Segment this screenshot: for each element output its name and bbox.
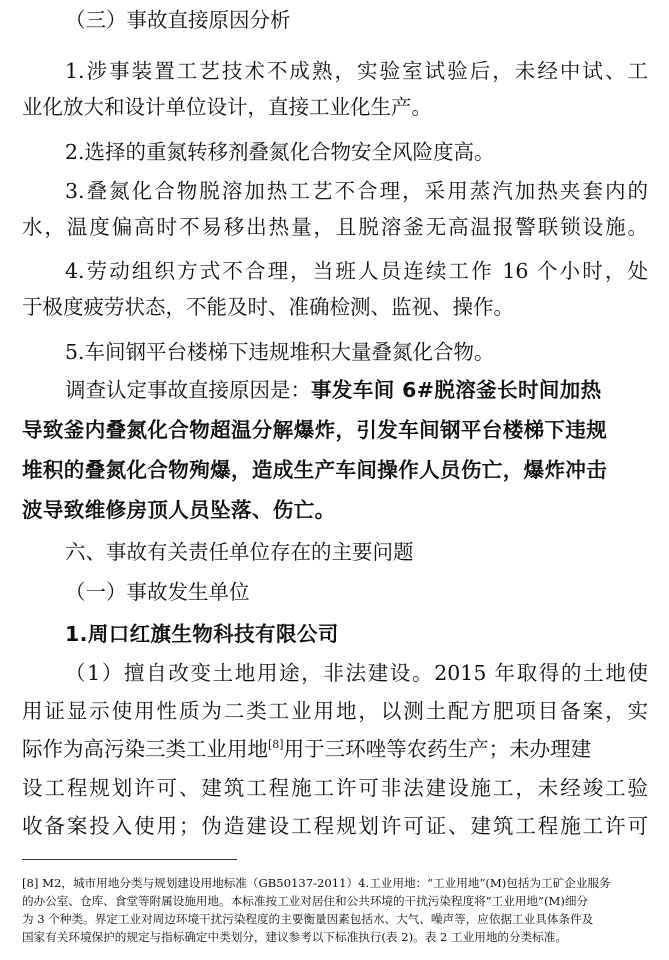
item1-line-4: 设工程规划许可、建筑工程施工许可非法建设施工，未经竣工验	[22, 776, 648, 800]
cause-4-line-1: 4.劳动组织方式不合理，当班人员连续工作 16 个小时，处	[65, 259, 648, 283]
footnote-line-2: 的办公室、仓库、食堂等附属设施用地。本标准按工业对居住和公共环境的干扰污染程度将“工业用地”(M)细分	[22, 894, 589, 908]
item1-line-2: 用证显示使用性质为二类工业用地，以测土配方肥项目备案，实	[22, 699, 648, 723]
section-heading: （三）事故直接原因分析	[65, 8, 291, 32]
cause-1-line-2: 业化放大和设计单位设计，直接工业化生产。	[22, 95, 432, 119]
footnote-line-3: 为 3 个种类。界定工业对周边环境干扰污染程度的主要衡量因素包括水、大气、噪声等，应依据工业具体条件及	[22, 912, 594, 926]
item1-line-5: 收备案投入使用；伪造建设工程规划许可证、建筑工程施工许可	[22, 814, 648, 838]
footnote-line-1: [8] M2，城市用地分类与规划建设用地标准（GB50137-2011）4.工业用地：“工业用地”(M)包括为工矿企业服务	[22, 876, 611, 890]
item1-line-1: （1）擅自改变土地用途，非法建设。2015 年取得的土地使	[65, 661, 648, 685]
cause-3-line-1: 3.叠氮化合物脱溶加热工艺不合理，采用蒸汽加热夹套内的	[65, 179, 648, 203]
conclusion-line-3: 堆积的叠氮化合物殉爆，造成生产车间操作人员伤亡，爆炸冲击	[22, 458, 608, 482]
cause-2-line-1: 2.选择的重氮转移剂叠氮化合物安全风险度高。	[65, 140, 495, 164]
item1-line-3-part-a: 际作为高污染三类工业用地	[22, 737, 268, 761]
chapter-heading: 六、事故有关责任单位存在的主要问题	[65, 540, 414, 564]
conclusion-line-4: 波导致维修房顶人员坠落、伤亡。	[22, 498, 336, 522]
cause-1-line-1: 1.涉事装置工艺技术不成熟，实验室试验后，未经中试、工	[65, 59, 648, 83]
cause-4-line-2: 于极度疲劳状态，不能及时、准确检测、监视、操作。	[22, 295, 514, 319]
subsection-heading: （一）事故发生单位	[65, 580, 250, 604]
cause-3-line-2: 水，温度偏高时不易移出热量，且脱溶釜无高温报警联锁设施。	[22, 215, 648, 239]
item1-line-3-part-b: 用于三环唑等农药生产；未办理建	[283, 737, 592, 761]
footnote-line-4: 国家有关环境保护的规定与指标确定中类划分，建议参考以下标准执行(表 2)。表 2 工业用地的分类标准。	[22, 930, 567, 944]
footnote-divider	[22, 859, 237, 860]
conclusion-line-2: 导致釜内叠氮化合物超温分解爆炸，引发车间钢平台楼梯下违规	[22, 418, 608, 442]
cause-5-line-1: 5.车间钢平台楼梯下违规堆积大量叠氮化合物。	[65, 340, 495, 364]
conclusion-bold: 事发车间 6#脱溶釜长时间加热	[311, 378, 602, 402]
conclusion-line-1	[65, 376, 602, 404]
footnote-ref[interactable]: [8]	[268, 738, 284, 752]
company-heading: 1.周口红旗生物科技有限公司	[65, 622, 339, 646]
item1-line-3	[22, 735, 591, 763]
conclusion-lead: 调查认定事故直接原因是：	[65, 378, 311, 402]
